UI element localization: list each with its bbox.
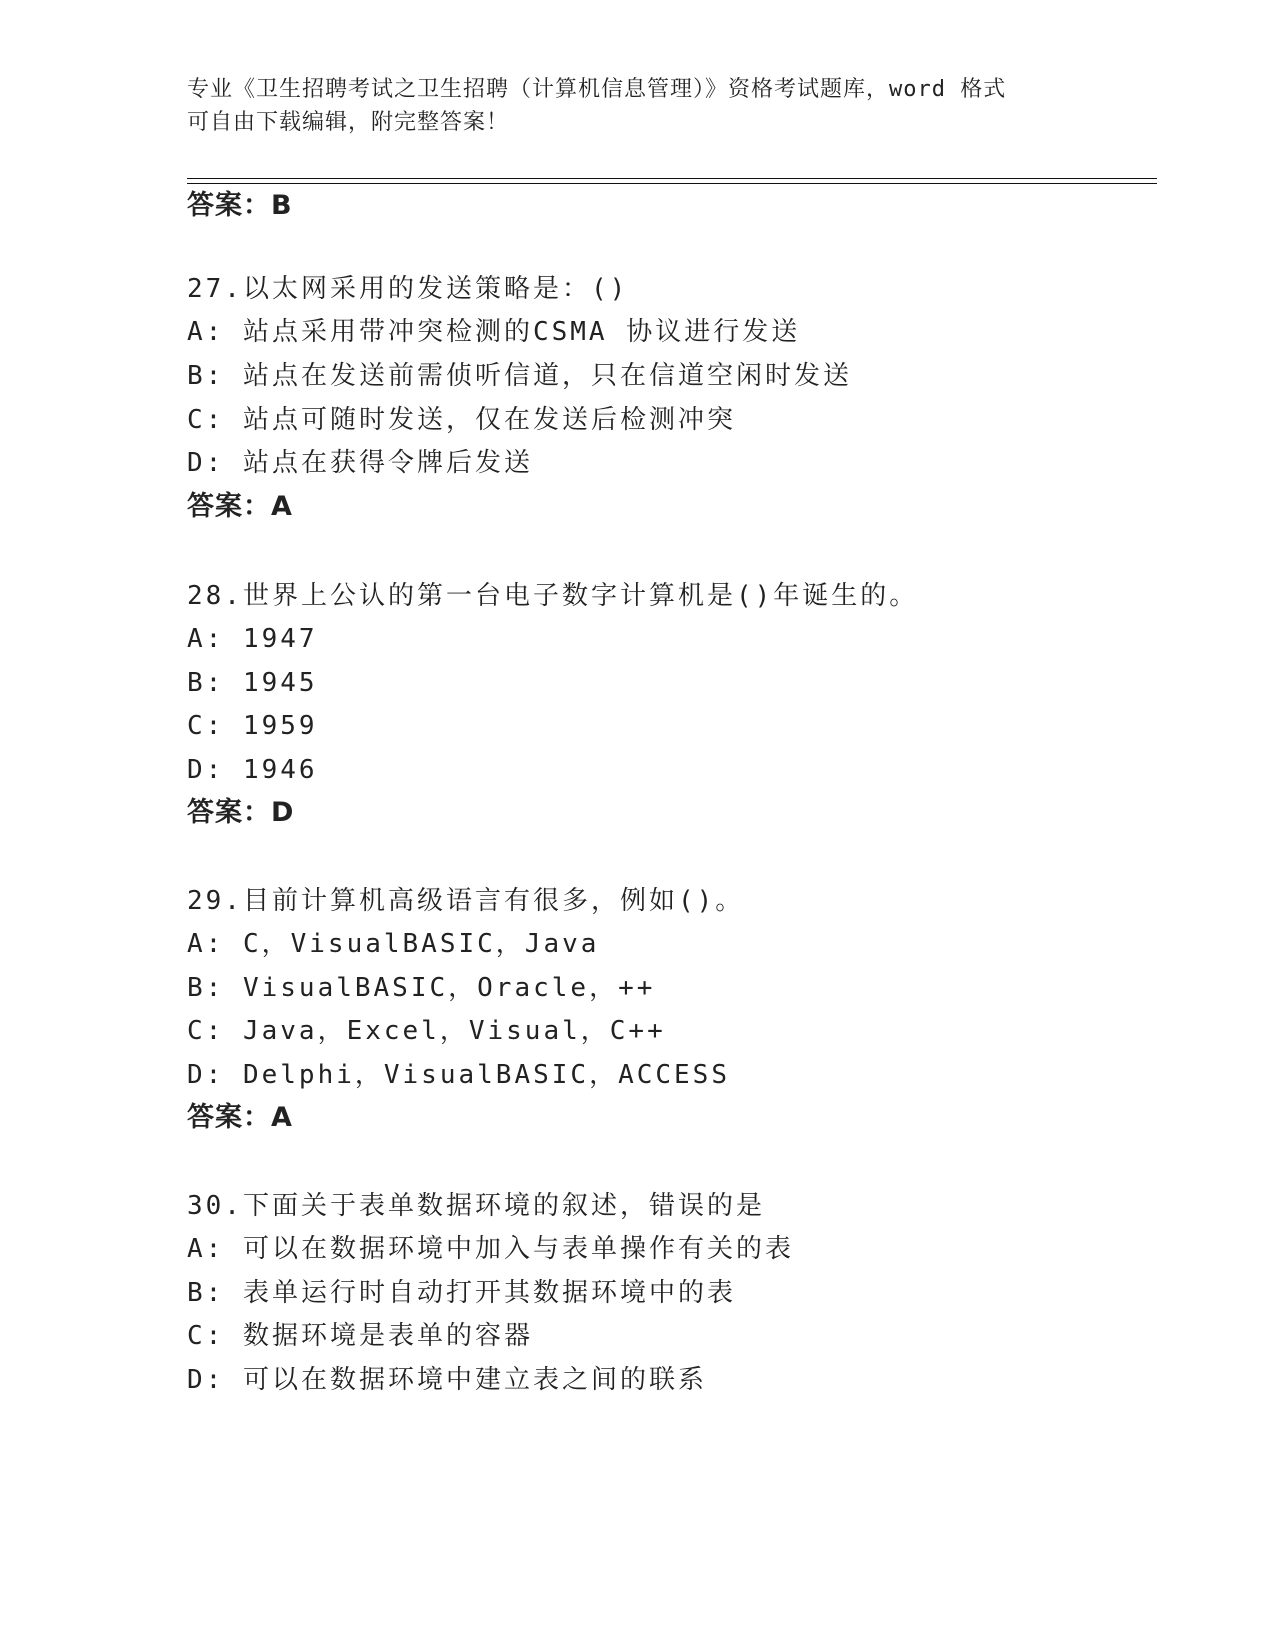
question-29-option-c: C: Java，Excel，Visual，C++: [187, 1016, 666, 1046]
question-28-option-b: B: 1945: [187, 668, 318, 698]
question-29-option-b: B: VisualBASIC，Oracle，++: [187, 973, 656, 1003]
document-header: [187, 73, 1087, 139]
question-28-option-a: A: 1947: [187, 624, 318, 654]
question-27-answer: 答案：A: [187, 491, 293, 522]
question-28-title: 28.世界上公认的第一台电子数字计算机是()年诞生的。: [187, 581, 919, 611]
question-29-title: 29.目前计算机高级语言有很多，例如()。: [187, 886, 745, 916]
header-divider-bottom: [187, 183, 1157, 184]
header-divider-top: [187, 178, 1157, 179]
question-30-option-a: A: 可以在数据环境中加入与表单操作有关的表: [187, 1234, 794, 1264]
question-30-option-b: B: 表单运行时自动打开其数据环境中的表: [187, 1278, 736, 1308]
question-29-option-d: D: Delphi，VisualBASIC，ACCESS: [187, 1060, 730, 1090]
header-line-1: 专业《卫生招聘考试之卫生招聘（计算机信息管理）》资格考试题库，word 格式: [187, 77, 1007, 102]
question-27-option-b: B: 站点在发送前需侦听信道，只在信道空闲时发送: [187, 361, 852, 391]
question-27-option-c: C: 站点可随时发送，仅在发送后检测冲突: [187, 405, 736, 435]
question-28-answer: 答案：D: [187, 797, 295, 828]
question-30-title: 30.下面关于表单数据环境的叙述，错误的是: [187, 1191, 765, 1221]
header-line-2: 可自由下载编辑，附完整答案！: [187, 110, 510, 135]
question-29-option-a: A: C，VisualBASIC，Java: [187, 929, 600, 959]
previous-answer: 答案：B: [187, 190, 293, 221]
question-27-title: 27.以太网采用的发送策略是：(): [187, 274, 629, 304]
question-30-option-c: C: 数据环境是表单的容器: [187, 1321, 533, 1351]
question-28-option-d: D: 1946: [187, 755, 318, 785]
question-27-option-a: A: 站点采用带冲突检测的CSMA 协议进行发送: [187, 317, 801, 347]
question-29-answer: 答案：A: [187, 1102, 293, 1133]
question-27-option-d: D: 站点在获得令牌后发送: [187, 448, 533, 478]
question-28-option-c: C: 1959: [187, 711, 318, 741]
question-30-option-d: D: 可以在数据环境中建立表之间的联系: [187, 1365, 707, 1395]
